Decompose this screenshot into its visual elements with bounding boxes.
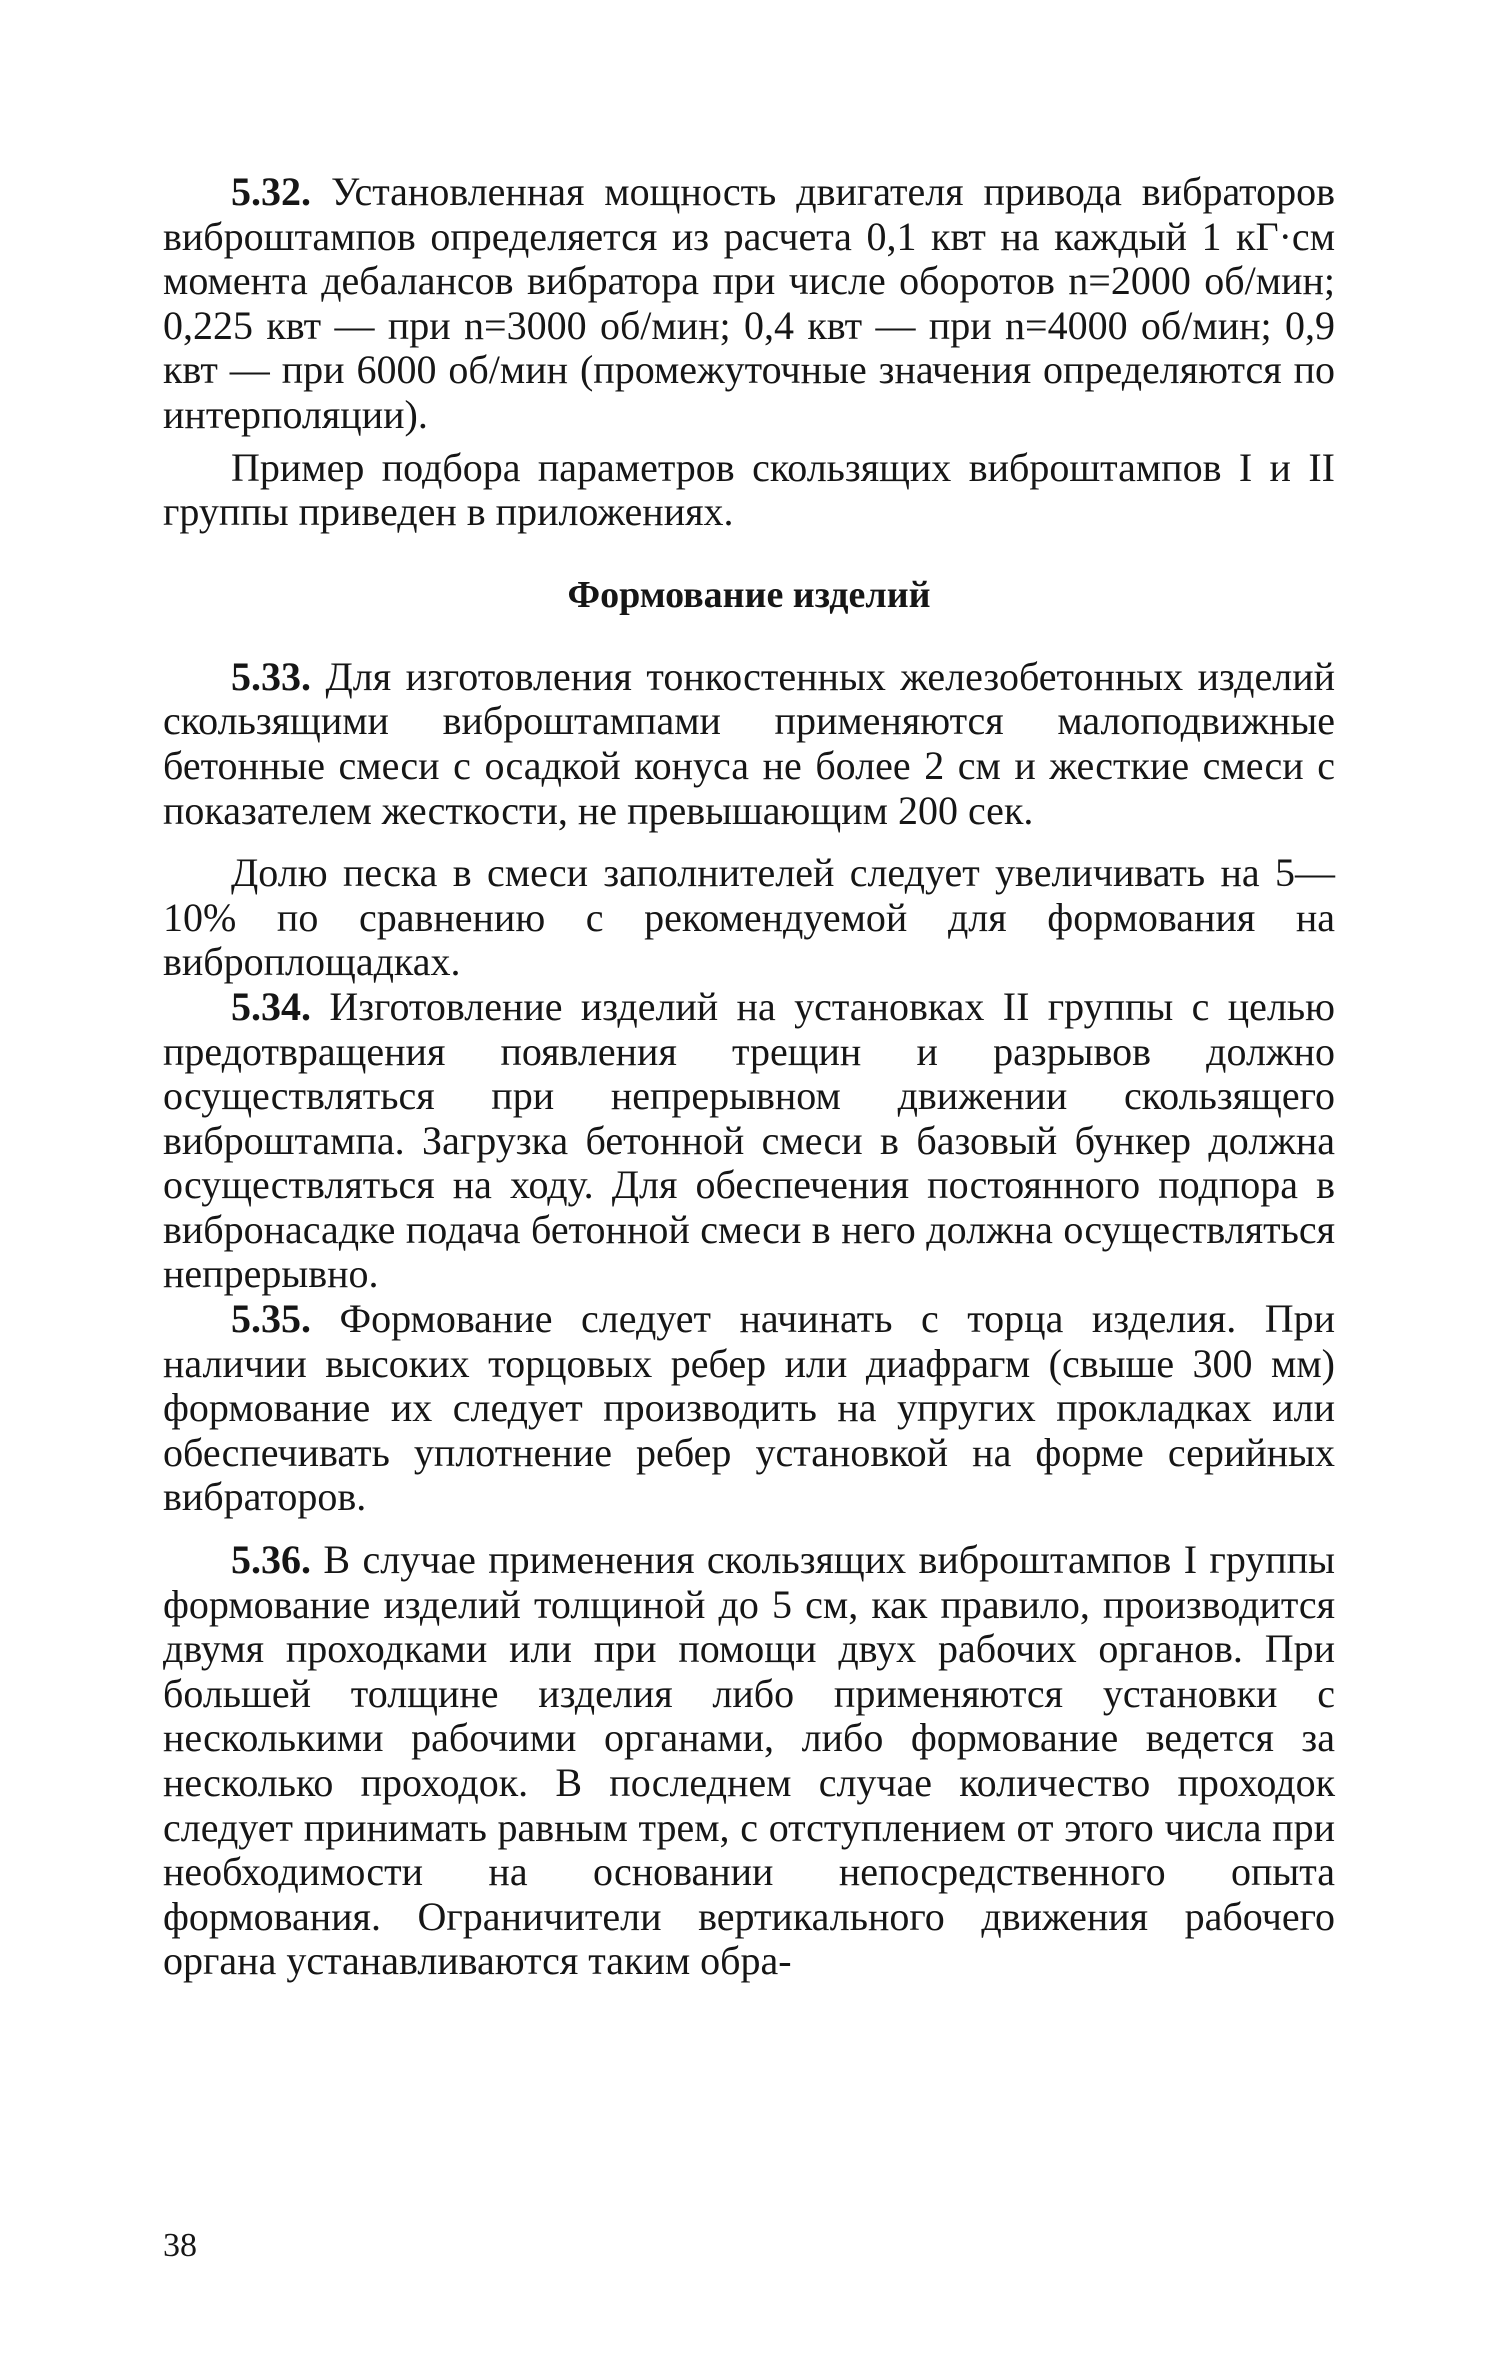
paragraph-5-36 (163, 1538, 1335, 1984)
paragraph-example-note (163, 446, 1335, 535)
paragraph-text: Долю песка в смеси заполнителей следует увеличивать на 5—10% по сравнению с рекомендуемой для формования на виброплощадках. (163, 850, 1335, 985)
paragraph-sand-share (163, 851, 1335, 985)
page-number: 38 (163, 2227, 197, 2264)
paragraph-5-35 (163, 1297, 1335, 1520)
paragraph-number: 5.32. (231, 169, 311, 214)
paragraph-text: Формование следует начинать с торца изделия. При наличии высоких торцовых ребер или диафрагм (свыше 300 мм) формование их следует производить на упругих прокладках или обеспечивать уплотнение ребер установкой на форме серийных вибраторов. (163, 1296, 1336, 1520)
paragraph-text: Установленная мощность двигателя привода вибраторов виброштампов определяется из расчета 0,1 квт на каждый 1 кГ·см момента дебалансов вибратора при числе оборотов n=2000 об/мин; 0,225 квт — при n=3000 об/мин; 0,4 квт — при n=4000 об/мин; 0,9 квт — при 6000 об/мин (промежуточные значения определяются по интерполяции). (163, 169, 1336, 437)
paragraph-text: Изготовление изделий на установках II группы с целью предотвращения появления трещин и разрывов должно осуществляться при непрерывном движении скользящего виброштампа. Загрузка бетонной смеси в базовый бункер должна осуществляться на ходу. Для обеспечения постоянного подпора в вибронасадке подача бетонной смеси в него должна осуществляться непрерывно. (163, 983, 1335, 1297)
paragraph-5-32 (163, 170, 1335, 438)
paragraph-text: Пример подбора параметров скользящих виброштампов I и II группы приведен в приложениях. (163, 444, 1335, 535)
paragraph-5-33 (163, 655, 1335, 833)
paragraph-text: Для изготовления тонкостенных железобетонных изделий скользящими виброштампами применяются малоподвижные бетонные смеси с осадкой конуса не более 2 см и жесткие смеси с показателем жесткости, не превышающим 200 сек. (163, 653, 1336, 833)
paragraph-text: В случае применения скользящих виброштампов I группы формование изделий толщиной до 5 см, как правило, производится двумя проходками или при помощи двух рабочих органов. При большей толщине изделия либо применяются установки с несколькими рабочими органами, либо формование ведется за несколько проходок. В последнем случае количество проходок следует принимать равным трем, с отступлением от этого числа при необходимости на основании непосредственного опыта формования. Ограничители вертикального движения рабочего органа устанавливаются таким обра- (163, 1537, 1335, 1984)
document-page (163, 170, 1335, 1984)
paragraph-5-34 (163, 985, 1335, 1297)
paragraph-number: 5.33. (231, 653, 311, 699)
paragraph-number: 5.36. (231, 1537, 311, 1583)
paragraph-number: 5.35. (231, 1296, 311, 1342)
paragraph-number: 5.34. (231, 983, 311, 1029)
section-heading: Формование изделий (567, 573, 931, 616)
